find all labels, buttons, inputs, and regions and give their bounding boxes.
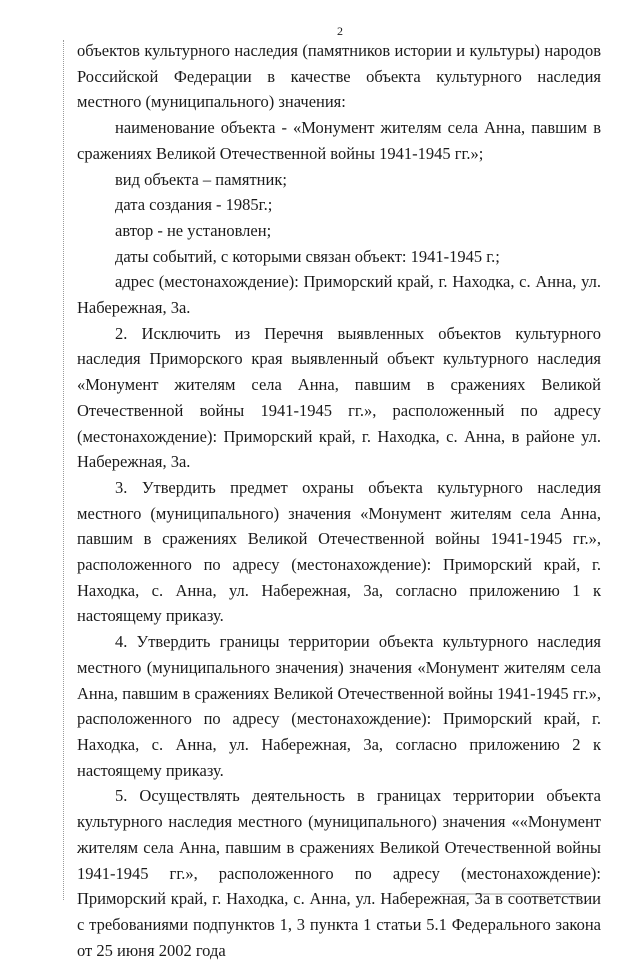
paragraph-intro: объектов культурного наследия (памятников истории и культуры) народов Российской Федерации в качестве объекта культурного наследия местного (муниципального) значения:	[77, 41, 601, 112]
paragraph-item-4: 4. Утвердить границы территории объекта культурного наследия местного (муниципального значения) значения «Монумент жителям села Анна, павшим в сражениях Великой Отечественной войны 1941-1945 гг.», расположенного по адресу (местонахождение): Приморский край, г. Находка, с. Анна, ул. Набережная, 3а, согласно приложению 2 к настоящему приказу.	[77, 632, 601, 780]
paragraph-author: автор - не установлен;	[115, 220, 272, 240]
paragraph-creation-date: дата создания - 1985г.;	[115, 195, 273, 215]
paragraph-object-name: наименование объекта - «Монумент жителям села Анна, павшим в сражениях Великой Отечественной войны 1941-1945 гг.»;	[77, 118, 601, 163]
document-text	[77, 38, 601, 963]
paragraph-item-5: 5. Осуществлять деятельность в границах территории объекта культурного наследия местного (муниципального) значения ««Монумент жителям села Анна, павшим в сражениях Великой Отечественной войны 1941-1945 гг.», расположенного по адресу (местонахождение): Приморский край, г. Находка, с. Анна, ул. Набережная, 3а в соответствии с требованиями подпунктов 1, 3 пункта 1 статьи 5.1 Федерального закона от 25 июня 2002 года	[77, 786, 601, 960]
paragraph-item-2: 2. Исключить из Перечня выявленных объектов культурного наследия Приморского края выявленный объект культурного наследия «Монумент жителям села Анна, павшим в сражениях Великой Отечественной войны 1941-1945 гг.», расположенный по адресу (местонахождение): Приморский край, г. Находка, с. Анна, в районе ул. Набережная, 3а.	[77, 323, 601, 472]
paragraph-item-3: 3. Утвердить предмет охраны объекта культурного наследия местного (муниципального) значения «Монумент жителям села Анна, павшим в сражениях Великой Отечественной войны 1941-1945 гг.», расположенного по адресу (местонахождение): Приморский край, г. Находка, с. Анна, ул. Набережная, 3а, согласно приложению 1 к настоящему приказу.	[77, 477, 601, 626]
page-number: 2	[337, 24, 343, 38]
paragraph-address: адрес (местонахождение): Приморский край, г. Находка, с. Анна, ул. Набережная, 3а.	[77, 272, 601, 318]
paragraph-event-dates: даты событий, с которыми связан объект: 1941-1945 г.;	[115, 246, 500, 266]
page-binding-edge	[63, 40, 64, 900]
paragraph-object-type: вид объекта – памятник;	[115, 169, 287, 189]
